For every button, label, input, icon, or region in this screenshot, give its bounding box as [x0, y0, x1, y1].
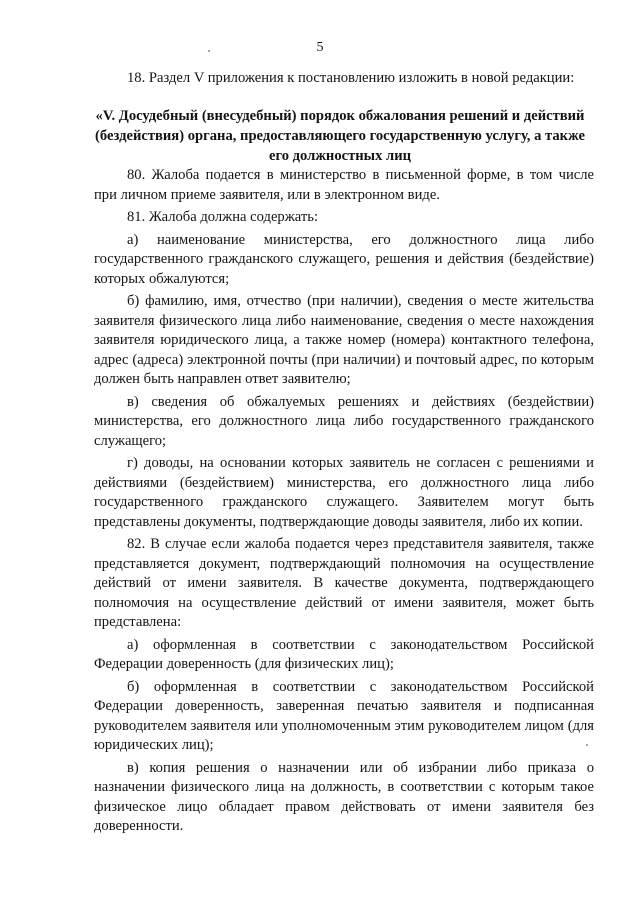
scan-speck — [586, 744, 588, 746]
page-number: 5 — [316, 40, 324, 55]
paragraph-82-b: б) оформленная в соответствии с законодательством Российской Федерации доверенность, заверенная печатью заявителя и подписанная руководителем заявителя или уполномоченным этим руководителем лицом (для юридических лиц); — [94, 678, 594, 753]
paragraph-81: 81. Жалоба должна содержать: — [127, 209, 318, 225]
paragraph-82-a: а) оформленная в соответствии с законодательством Российской Федерации доверенность (для физических лиц); — [94, 636, 594, 672]
amendment-intro: 18. Раздел V приложения к постановлению изложить в новой редакции: — [127, 70, 575, 86]
paragraph-81-g: г) доводы, на основании которых заявитель не согласен с решениями и действиями (бездействием) министерства, его должностного лица либо государственного гражданского служащего. Заявителем могут быть представлены документы, подтверждающие доводы заявителя, либо их копии. — [94, 455, 594, 530]
paragraph-82: 82. В случае если жалоба подается через представителя заявителя, также представляется документ, подтверждающий полномочия на осуществление действий от имени заявителя. В качестве документа, подтверждающего полномочия на осуществление действий от имени заявителя, может быть представлена: — [94, 536, 594, 630]
paragraph-81-v: в) сведения об обжалуемых решениях и действиях (бездействии) министерства, его должностного лица либо государственного гражданского служащего; — [94, 393, 594, 449]
paragraph-82-v: в) копия решения о назначении или об избрании либо приказа о назначении физического лица на должность, в соответствии с которым такое физическое лицо обладает правом действовать от имени заявителя без доверенности. — [94, 759, 594, 834]
document-body — [94, 166, 594, 840]
scan-speck — [208, 50, 210, 52]
section-heading: «V. Досудебный (внесудебный) порядок обжалования решений и действий (бездействия) органа, предоставляющего государственную услугу, а также его должностных лиц — [95, 108, 585, 164]
paragraph-80: 80. Жалоба подается в министерство в письменной форме, в том числе при личном приеме заявителя, или в электронном виде. — [94, 167, 594, 203]
paragraph-81-a: а) наименование министерства, его должностного лица либо государственного гражданского служащего, решения и действия (бездействие) которых обжалуются; — [94, 231, 594, 287]
paragraph-81-b: б) фамилию, имя, отчество (при наличии), сведения о месте жительства заявителя физического лица либо наименование, сведения о месте нахождения заявителя юридического лица, а также номер (номера) контактного телефона, адрес (адреса) электронной почты (при наличии) и почтовый адрес, по которым должен быть направлен ответ заявителю; — [94, 293, 594, 387]
